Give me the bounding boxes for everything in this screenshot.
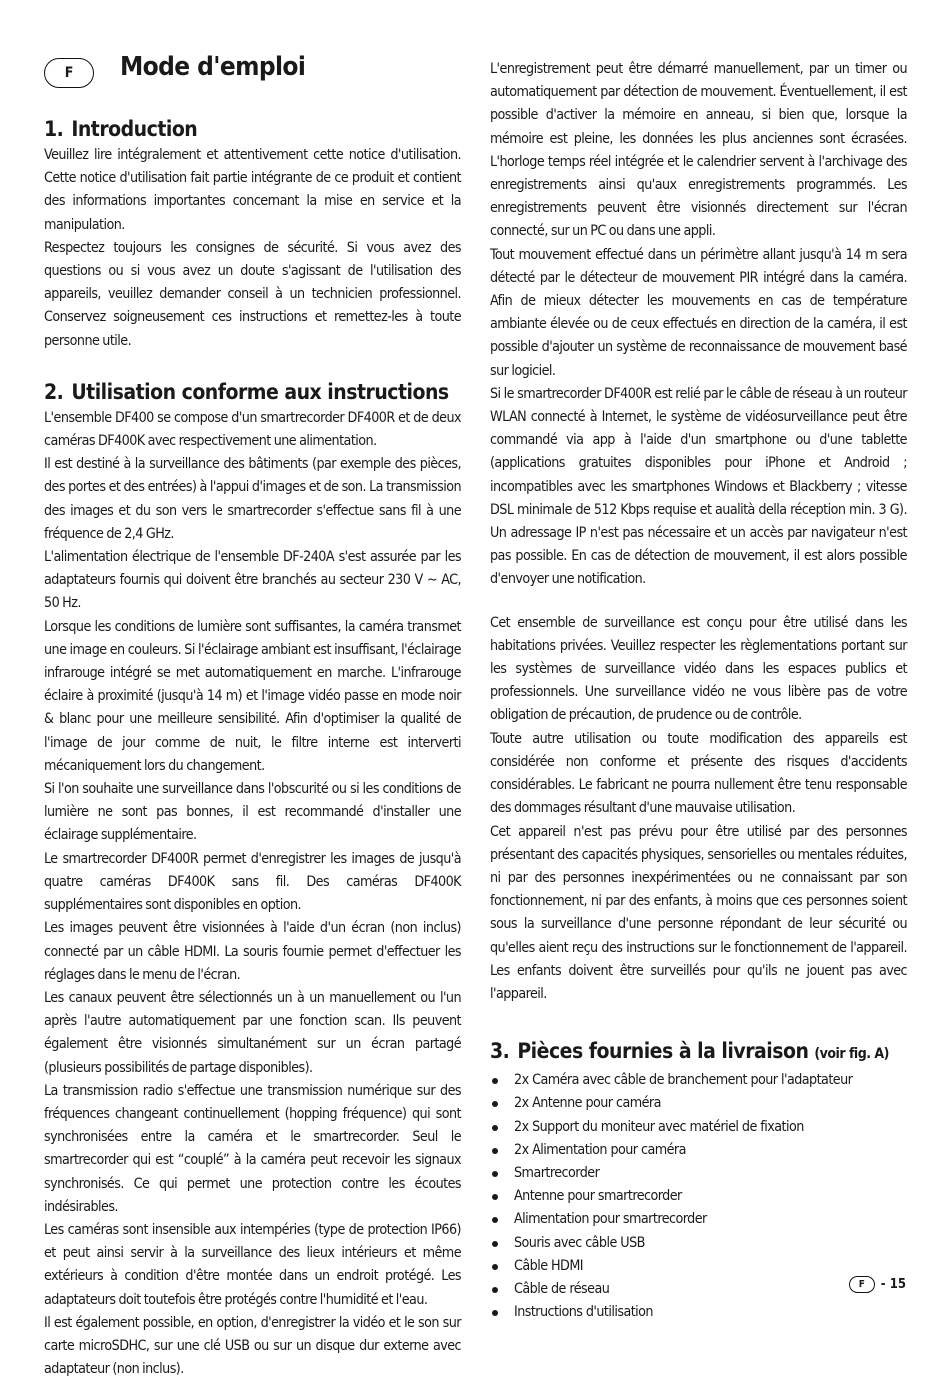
list-item: Alimentation pour smartrecorder [490, 1208, 907, 1231]
paragraph: L'alimentation électrique de l'ensemble DF-240A s'est assurée par les adaptateurs fournis qui doivent être branchés au secteur 230 V ∼ AC, 50 Hz. [44, 549, 461, 612]
paragraph: Cet appareil n'est pas prévu pour être utilisé par des personnes présentant des capacités physiques, sensorielles ou mentales réduites, ni par des personnes inexpérimentées ou ne connaissant par son fonctionnement, ni par des enfants, à moins que ces personnes soient sous la surveillance d'une personne répondant de leur sécurité ou qu'elles aient reçu des instructions sur le fonctionnement de l'appareil. Les enfants doivent être surveillés pour qu'ils ne jouent pas avec l'appareil. [490, 823, 907, 1002]
page-number: - 15 [880, 1277, 906, 1292]
right-column [490, 58, 907, 1324]
list-item: Instructions d'utilisation [490, 1301, 907, 1324]
section-number: 2. [44, 379, 64, 404]
list-item: Câble de réseau [490, 1278, 907, 1301]
list-item: Câble HDMI [490, 1255, 907, 1278]
section-title: Utilisation conforme aux instructions [71, 379, 449, 404]
delivery-contents-list [490, 1069, 907, 1324]
section-subtitle: (voir fig. A) [814, 1046, 889, 1063]
list-item: Smartrecorder [490, 1162, 907, 1185]
paragraph: L'enregistrement peut être démarré manuellement, par un timer ou automatiquement par détection de mouvement. Éventuellement, il est possible d'activer la mémoire en anneau, si bien que, lorsque la mémoire est pleine, les données les plus anciennes sont écrasées. L'horloge temps réel intégrée et le calendrier servent à l'archivage des enregistrements ainsi qu'aux enregistrements programmés. Les enregistrements peuvent être visionnés directement sur l'écran connecté, sur un PC ou dans une appli. [490, 61, 907, 240]
paragraph: Il est également possible, en option, d'enregistrer la vidéo et le son sur carte microSDHC, sur une clé USB ou sur un disque dur externe avec adaptateur (non inclus). [44, 1314, 461, 1378]
section-title: Introduction [71, 117, 198, 141]
page-header [44, 52, 461, 98]
list-item: Antenne pour smartrecorder [490, 1185, 907, 1208]
section-heading-pieces [490, 1038, 907, 1067]
paragraph: Respectez toujours les consignes de sécurité. Si vous avez des questions ou si vous avez un doute s'agissant de l'utilisation des appareils, veuillez demander conseil à un technicien professionnel. Conservez soigneusement ces instructions et remettez-les à toute personne utile. [44, 239, 461, 349]
list-item: 2x Antenne pour caméra [490, 1092, 907, 1115]
footer-language-badge: F [849, 1276, 875, 1293]
section-number: 1. [44, 117, 64, 141]
list-item: 2x Alimentation pour caméra [490, 1139, 907, 1162]
paragraph: Si le smartrecorder DF400R est relié par le câble de réseau à un routeur WLAN connecté à Internet, le système de vidéosurveillance peut être commandé via app à l'aide d'un smartphone ou d'une tablette (applications gratuites disponibles pour iPhone et Android ; incompatibles avec les smartphones Windows et Blackberry ; vitesse DSL minimale de 512 Kbps requise et aualità della réception min. 3 G). Un adressage IP n'est pas nécessaire et un accès par navigateur n'est pas possible. En cas de détection de mouvement, il est alors possible d'envoyer une notification. [490, 385, 907, 588]
paragraph: La transmission radio s'effectue une transmission numérique sur des fréquences changeant continuellement (hopping fréquence) qui sont synchronisées entre la caméra et le smartrecorder. Seul le smartrecorder qui est “couplé” à la caméra peut recevoir les signaux synchronisés. Ce qui permet une protection contre les écoutes indésirables. [44, 1082, 461, 1215]
list-item: 2x Support du moniteur avec matériel de fixation [490, 1116, 907, 1139]
paragraph: Tout mouvement effectué dans un périmètre allant jusqu'à 14 m sera détecté par le détecteur de mouvement PIR intégré dans la caméra. Afin de mieux détecter les mouvements en cas de température ambiante élevée ou de ceux effectués en direction de la caméra, il est possible d'ajouter un système de reconnaissance de mouvement basé sur logiciel. [490, 246, 907, 379]
paragraph: L'ensemble DF400 se compose d'un smartrecorder DF400R et de deux caméras DF400K avec respectivement une alimentation. [44, 409, 461, 450]
paragraph: Si l'on souhaite une surveillance dans l'obscurité ou si les conditions de lumière ne sont pas bonnes, il est recommandé d'installer une éclairage supplémentaire. [44, 781, 461, 844]
list-item: Souris avec câble USB [490, 1232, 907, 1255]
paragraph: Toute autre utilisation ou toute modification des appareils est considérée non conforme et présente des risques d'accidents considérables. Le fabricant ne pourra nullement être tenu responsable des dommages résultant d'une mauvaise utilisation. [490, 730, 907, 817]
language-badge: F [44, 58, 94, 88]
paragraph: Lorsque les conditions de lumière sont suffisantes, la caméra transmet une image en couleurs. Si l'éclairage ambiant est insuffisant, l'éclairage infrarouge intégré se met automatiquement en marche. L'infrarouge éclaire à proximité (jusqu'à 14 m) et l'image vidéo passe en mode noir & blanc pour une meilleure sensibilité. Afin d'optimiser la qualité de l'image de jour comme de nuit, le filtre interne est interverti mécaniquement lors du changement. [44, 618, 461, 774]
page-title: Mode d'emploi [120, 52, 306, 82]
paragraph: Les images peuvent être visionnées à l'aide d'un écran (non inclus) connecté par un câble HDMI. La souris fournie permet d'effectuer les réglages dans le menu de l'écran. [44, 920, 461, 983]
section-heading-usage [44, 379, 461, 405]
page-footer [849, 1276, 906, 1293]
section-number: 3. [490, 1039, 510, 1064]
paragraph: Le smartrecorder DF400R permet d'enregistrer les images de jusqu'à quatre caméras DF400K sans fil. Des caméras DF400K supplémentaires sont disponibles en option. [44, 850, 461, 914]
paragraph: Les canaux peuvent être sélectionnés un à un manuellement ou l'un après l'autre automatiquement par une fonction scan. Ils peuvent également être visionnés simultanément sur un écran partagé (plusieurs possibilités de partage disponibles). [44, 989, 461, 1076]
section-title: Pièces fournies à la livraison [517, 1039, 809, 1064]
paragraph: Cet ensemble de surveillance est conçu pour être utilisé dans les habitations privées. Veuillez respecter les règlementations portant sur les systèmes de surveillance vidéo dans les espaces publics et professionnels. Une surveillance vidéo ne vous libère pas de votre obligation de précaution, de prudence ou de contrôle. [490, 614, 907, 724]
section-heading-introduction [44, 116, 461, 142]
paragraph: Les caméras sont insensible aux intempéries (type de protection IP66) et peut ainsi servir à la surveillance des lieux intérieurs et même extérieurs à condition d'être montée dans un endroit protégé. Les adaptateurs doit toutefois être protégés contre l'humidité et l'eau. [44, 1221, 461, 1308]
list-item: 2x Caméra avec câble de branchement pour l'adaptateur [490, 1069, 907, 1092]
paragraph: Il est destiné à la surveillance des bâtiments (par exemple des pièces, des portes et des entrées) à l'appui d'images et de son. La transmission des images et du son vers le smartrecorder s'effectue sans fil à une fréquence de 2,4 GHz. [44, 456, 461, 542]
left-column [44, 52, 461, 1381]
paragraph: Veuillez lire intégralement et attentivement cette notice d'utilisation. Cette notice d'utilisation fait partie intégrante de ce produit et contient des informations importantes concernant la mise en service et la manipulation. [44, 147, 461, 233]
